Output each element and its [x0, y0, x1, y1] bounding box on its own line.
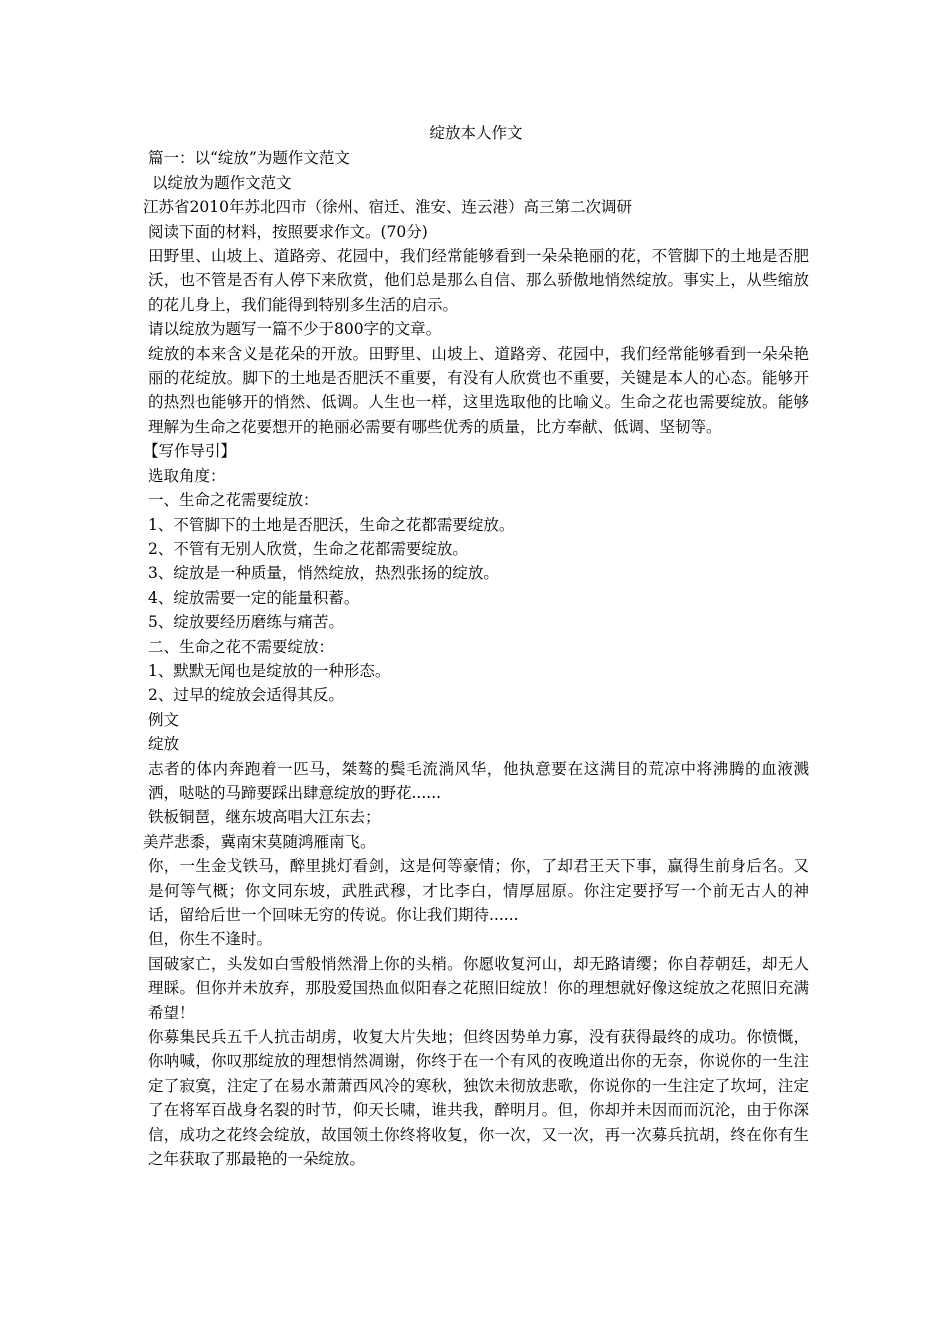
essay-title: 绽放: [148, 735, 180, 754]
analysis-paragraph: 绽放的本来含义是花朵的开放。田野里、山坡上、道路旁、花园中，我们经常能够看到一朵朵艳丽的花绽放。脚下的土地是否肥沃不重要，有没有人欣赏也不重要，关键是本人的心态。能够开的热烈也能够开的悄然、低调。人生也一样，这里选取他的比喻义。生命之花也需要绽放。能够理解为生命之花要想开的艳丽必需要有哪些优秀的质量，比方奉献、低调、坚韧等。: [148, 344, 809, 436]
essay-paragraph: 志者的体内奔跑着一匹马，桀骜的鬓毛流淌风华，他执意要在这满目的荒凉中将沸腾的血液溅洒，哒哒的马蹄要踩出肆意绽放的野花......: [148, 759, 809, 802]
heading-article-one: 篇一：以“绽放”为题作文范文: [148, 149, 350, 168]
material-paragraph: 田野里、山坡上、道路旁、花园中，我们经常能够看到一朵朵艳丽的花，不管脚下的土地是否肥沃，也不管是否有人停下来欣赏，他们总是那么自信、那么骄傲地悄然绽放。事实上，从些缩放的花儿身上，我们能得到特别多生活的启示。: [148, 247, 809, 314]
essay-paragraph: 但，你生不逢时。: [148, 930, 273, 949]
essay-paragraph: 美芹悲黍，冀南宋莫随鸿雁南飞。: [143, 832, 376, 851]
list-item: 2、不管有无别人欣赏，生命之花都需要绽放。: [148, 539, 468, 558]
exam-source: 江苏省2010年苏北四市（徐州、宿迁、淮安、连云港）高三第二次调研: [143, 198, 632, 217]
list-item: 4、绽放需要一定的能量积蓄。: [148, 588, 360, 607]
essay-paragraph: 国破家亡，头发如白雪般悄然滑上你的头梢。你愿收复河山，却无路请缨；你自荐朝廷，却无人理睬。但你并未放弃，那股爱国热血似阳春之花照旧绽放！你的理想就好像这绽放之花照旧充满希望！: [148, 954, 809, 1022]
section-one-heading: 一、生命之花需要绽放：: [148, 491, 319, 510]
example-label: 例文: [148, 710, 180, 729]
subtitle: 以绽放为题作文范文: [152, 173, 292, 192]
writing-guide-heading: 【写作导引】: [143, 442, 237, 461]
list-item: 3、绽放是一种质量，悄然绽放，热烈张扬的绽放。: [148, 564, 499, 583]
essay-paragraph: 你，一生金戈铁马，醉里挑灯看剑，这是何等豪情；你，了却君王天下事，赢得生前身后名。又是何等气概；你文同东坡，武胜武穆，才比李白，情厚屈原。你注定要抒写一个前无古人的神话，留给后世一个回味无穷的传说。你让我们期待......: [148, 857, 809, 924]
angle-heading: 选取角度：: [148, 466, 226, 485]
list-item: 2、过早的绽放会适得其反。: [148, 686, 344, 705]
essay-paragraph: 铁板铜琶，继东坡高唱大江东去；: [148, 808, 381, 827]
list-item: 5、绽放要经历磨练与痛苦。: [148, 613, 344, 632]
section-two-heading: 二、生命之花不需要绽放：: [148, 637, 335, 656]
document-title: 绽放本人作文: [429, 124, 523, 142]
instruction: 阅读下面的材料，按照要求作文。(70分): [148, 222, 428, 241]
list-item: 1、不管脚下的土地是否肥沃，生命之花都需要绽放。: [148, 515, 515, 534]
list-item: 1、默默无闻也是绽放的一种形态。: [148, 661, 391, 680]
essay-paragraph: 你募集民兵五千人抗击胡虏，收复大片失地；但终因势单力寡，没有获得最终的成功。你愤慨，你呐喊，你叹那绽放的理想悄然凋谢，你终于在一个有风的夜晚道出你的无奈，你说你的一生注定了寂寞，注定了在易水萧萧西风冷的寒秋，独饮未彻放悲歌，你说你的一生注定了坎坷，注定了在将军百战身名裂的时节，仰天长啸，谁共我，醉明月。但，你却并未因而而沉沦，由于你深信，成功之花终会绽放，故国领土你终将收复，你一次，又一次，再一次募兵抗胡，终在你有生之年获取了那最艳的一朵绽放。: [148, 1028, 809, 1169]
document-page: [143, 121, 809, 1171]
task-prompt: 请以绽放为题写一篇不少于800字的文章。: [148, 320, 442, 339]
